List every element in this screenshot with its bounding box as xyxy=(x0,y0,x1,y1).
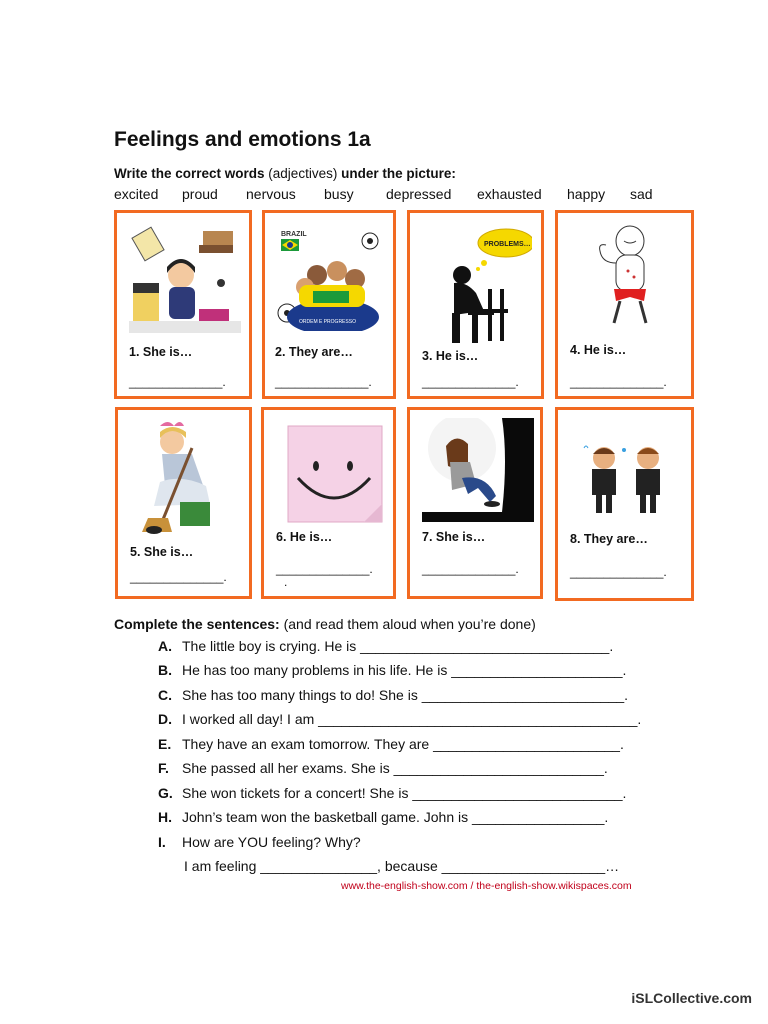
sentence-letter: A. xyxy=(158,638,172,654)
smiley-note-picture xyxy=(284,422,388,528)
sentence-text: She passed all her exams. She is ___________________________. xyxy=(182,760,608,776)
sentence-text: They have an exam tomorrow. They are ________________________. xyxy=(182,736,624,752)
final-line[interactable]: I am feeling _______________, because _____________________… xyxy=(184,858,620,874)
sentence-text: How are YOU feeling? Why? xyxy=(182,834,361,850)
watermark: iSLCollective.com xyxy=(631,990,752,1006)
sad-girl-picture xyxy=(422,418,534,522)
section-title-normal: (and read them aloud when you’re done) xyxy=(279,616,536,632)
sentence-i xyxy=(158,834,361,850)
answer-blank[interactable]: ______________. xyxy=(276,562,373,576)
word-bank-item: busy xyxy=(324,186,354,202)
sentence-text: He has too many problems in his life. He is ______________________. xyxy=(182,662,627,678)
stray-dot: . xyxy=(284,575,288,589)
sentence-d[interactable] xyxy=(158,711,641,727)
sentence-f[interactable] xyxy=(158,760,608,776)
word-bank-item: depressed xyxy=(386,186,452,202)
sentence-b[interactable] xyxy=(158,662,626,678)
card-label: 7. She is… xyxy=(422,530,486,544)
picture-card-6 xyxy=(261,407,396,599)
sentence-letter: E. xyxy=(158,736,172,752)
sentence-letter: I. xyxy=(158,834,166,850)
sentence-letter: H. xyxy=(158,809,172,825)
brazil-fans-picture xyxy=(277,227,383,331)
card-label: 5. She is… xyxy=(130,545,194,559)
picture-card-2 xyxy=(262,210,396,399)
word-bank-item: proud xyxy=(182,186,218,202)
depressed-man-picture xyxy=(424,225,532,349)
word-bank-item: exhausted xyxy=(477,186,542,202)
sentence-letter: C. xyxy=(158,687,172,703)
card-label: 2. They are… xyxy=(275,345,353,359)
section-title-bold: Complete the sentences: xyxy=(114,616,280,632)
sentence-c[interactable] xyxy=(158,687,628,703)
card-label: 8. They are… xyxy=(570,532,648,546)
card-label: 4. He is… xyxy=(570,343,627,357)
picture-card-4 xyxy=(555,210,694,399)
picture-card-3 xyxy=(407,210,544,399)
answer-blank[interactable]: ______________. xyxy=(130,570,227,584)
card-label: 6. He is… xyxy=(276,530,333,544)
picture-card-8 xyxy=(555,407,694,601)
picture-card-5 xyxy=(115,407,252,599)
problems-text: PROBLEMS… xyxy=(484,241,531,248)
sentence-g[interactable] xyxy=(158,785,626,801)
sentence-text: The little boy is crying. He is ________________________________. xyxy=(182,638,614,654)
answer-blank[interactable]: ______________. xyxy=(129,375,226,389)
section-title xyxy=(114,616,536,632)
footer-credit: www.the-english-show.com / the-english-show.wikispaces.com xyxy=(341,880,632,892)
card-label: 3. He is… xyxy=(422,349,479,363)
card-label: 1. She is… xyxy=(129,345,193,359)
sentence-a[interactable] xyxy=(158,638,613,654)
instruction-bold-2: under the picture: xyxy=(341,166,456,181)
busy-woman-picture xyxy=(129,223,241,333)
answer-blank[interactable]: ______________. xyxy=(422,562,519,576)
answer-blank[interactable]: ______________. xyxy=(422,375,519,389)
sentence-letter: G. xyxy=(158,785,173,801)
sentence-letter: B. xyxy=(158,662,172,678)
sentence-h[interactable] xyxy=(158,809,608,825)
sentence-text: John’s team won the basketball game. John is _________________. xyxy=(182,809,609,825)
instruction-bold-1: Write the correct words xyxy=(114,166,265,181)
exhausted-woman-picture xyxy=(132,418,232,538)
instruction xyxy=(114,166,456,181)
sentence-text: She has too many things to do! She is __________________________. xyxy=(182,687,629,703)
nervous-men-picture xyxy=(574,442,680,520)
picture-card-7 xyxy=(407,407,543,599)
picture-card-1 xyxy=(114,210,252,399)
sentence-text: I worked all day! I am _________________________________________. xyxy=(182,711,642,727)
answer-blank[interactable]: ______________. xyxy=(570,565,667,579)
word-bank-item: happy xyxy=(567,186,606,202)
instruction-normal: (adjectives) xyxy=(264,166,342,181)
word-bank-item: sad xyxy=(630,186,653,202)
answer-blank[interactable]: ______________. xyxy=(275,375,372,389)
flexing-boy-picture xyxy=(584,223,674,333)
page-title: Feelings and emotions 1a xyxy=(114,128,371,151)
word-bank-item: nervous xyxy=(246,186,296,202)
sentence-text: She won tickets for a concert! She is ___________________________. xyxy=(182,785,627,801)
brazil-text: BRAZIL xyxy=(281,231,307,238)
word-bank-item: excited xyxy=(114,186,159,202)
sentence-letter: F. xyxy=(158,760,169,776)
ordem-text: ORDEM E PROGRESSO xyxy=(299,319,356,325)
sentence-letter: D. xyxy=(158,711,172,727)
sentence-e[interactable] xyxy=(158,736,624,752)
answer-blank[interactable]: ______________. xyxy=(570,375,667,389)
